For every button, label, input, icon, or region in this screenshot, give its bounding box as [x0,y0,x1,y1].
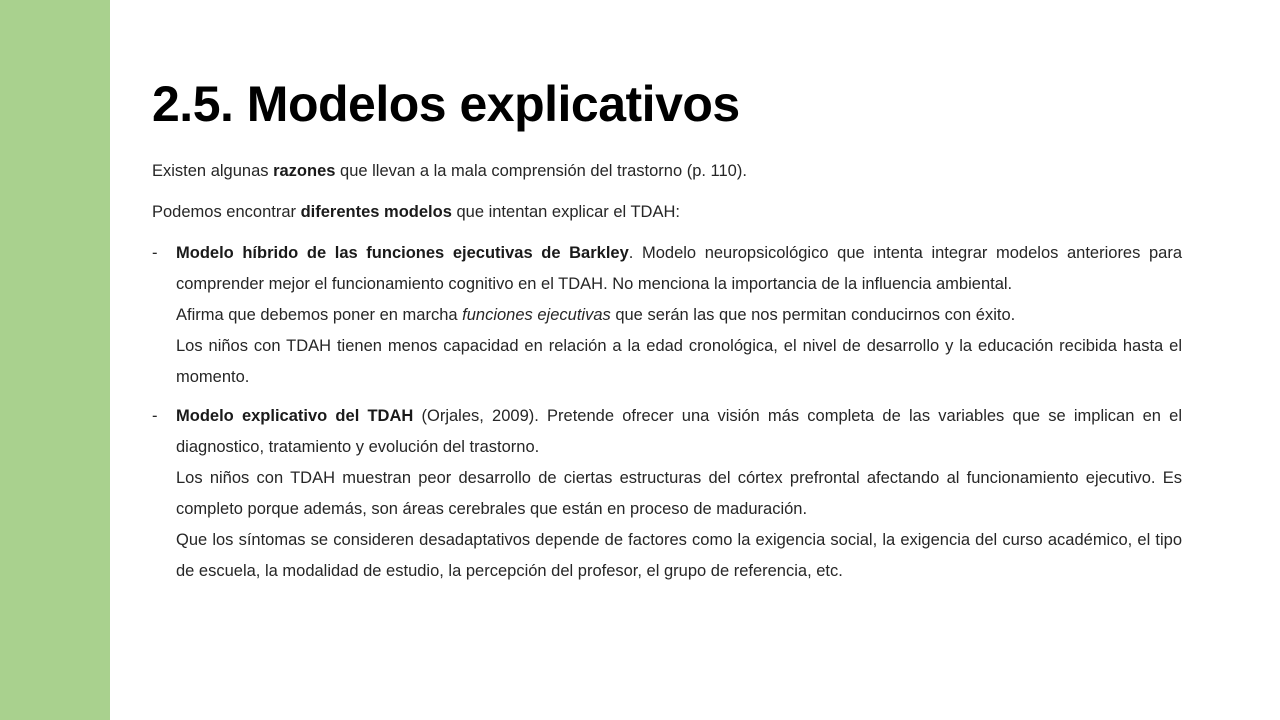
bullet-line: Los niños con TDAH tienen menos capacidad en relación a la edad cronológica, el nivel de desarrollo y la educación recibida hasta el momento. [176,337,1182,386]
bullet-bold-title: Modelo híbrido de las funciones ejecutivas de Barkley [176,244,629,262]
bullet-text: Afirma que debemos poner en marcha [176,306,463,324]
bullet-body [176,401,1182,587]
bullet-line [176,300,1182,331]
models-text-after: que intentan explicar el TDAH: [451,203,680,221]
bullet-text: que serán las que nos permitan conducirnos con éxito. [610,306,1016,324]
bullet-orjales-model [152,401,1182,587]
bullet-dash: - [152,244,158,262]
bullet-line [176,401,1182,463]
bullet-text: (Orjales, 2009). Pretende ofrecer una visión más completa de las variables que se implican en el diagnostico, tratamiento y evolución del trastorno. [176,407,1183,456]
intro-text-before: Existen algunas [152,162,274,180]
bullet-text: . Modelo neuropsicológico que intenta integrar modelos anteriores para comprender mejor el funcionamiento cognitivo en el TDAH. No menciona la importancia de la influencia ambiental. [176,244,1182,293]
slide-content [152,156,1182,595]
slide-title: 2.5. Modelos explicativos [152,76,740,132]
bullet-body [176,238,1182,393]
intro-bold-term: razones [273,162,336,180]
bullet-line: Los niños con TDAH muestran peor desarrollo de ciertas estructuras del córtex prefrontal afectando al funcionamiento ejecutivo. Es completo porque además, son áreas cerebrales que están en proceso de maduración. [176,469,1182,518]
bullet-line [176,238,1182,300]
bullet-italic-term: funciones ejecutivas [462,306,611,324]
intro-paragraph [152,156,1182,187]
bullet-dash: - [152,407,158,425]
bullet-line: Que los síntomas se consideren desadaptativos depende de factores como la exigencia social, la exigencia del curso académico, el tipo de escuela, la modalidad de estudio, la percepción del profesor, el grupo de referencia, etc. [176,531,1182,580]
models-paragraph [152,197,1182,228]
bullet-barkley-model [152,238,1182,393]
intro-text-after: que llevan a la mala comprensión del trastorno (p. 110). [335,162,747,180]
bullet-bold-title: Modelo explicativo del TDAH [176,407,414,425]
green-side-bar [0,0,110,720]
models-text-before: Podemos encontrar [152,203,301,221]
models-bold-term: diferentes modelos [300,203,452,221]
